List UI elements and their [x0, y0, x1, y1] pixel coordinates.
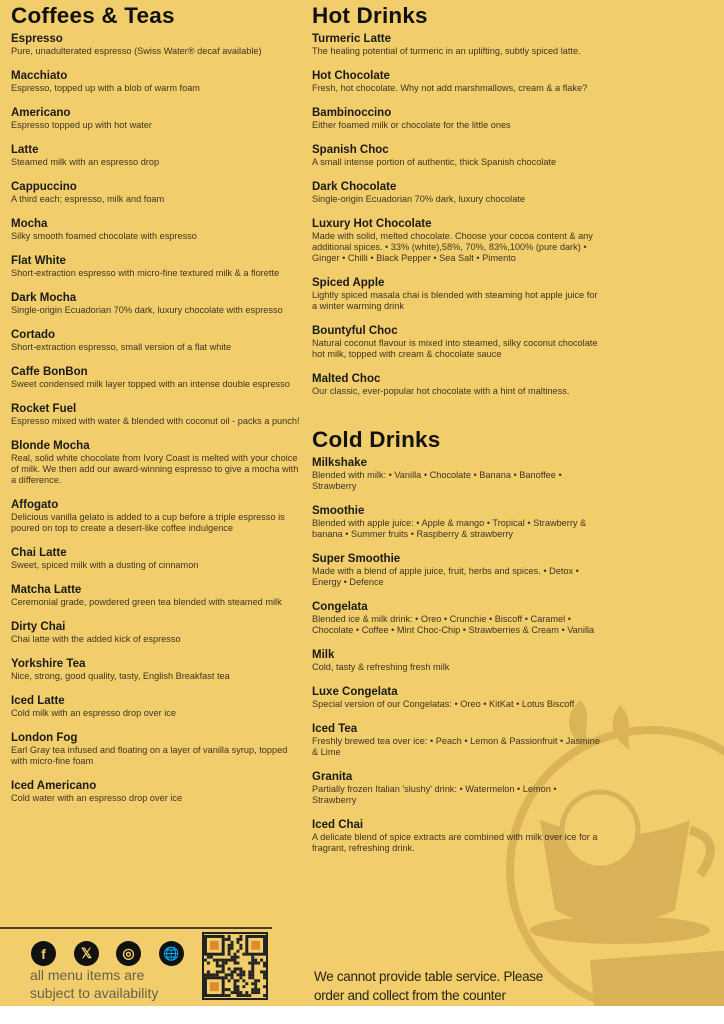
hot-items-list	[312, 33, 602, 397]
menu-item-name: Luxe Congelata	[312, 686, 398, 698]
cold-items-list	[312, 457, 602, 854]
menu-item-name: Dirty Chai	[11, 621, 66, 633]
menu-item-name: Blonde Mocha	[11, 440, 90, 452]
menu-item	[11, 218, 301, 242]
menu-item	[11, 621, 301, 645]
menu-item-description: Espresso topped up with hot water	[11, 120, 152, 130]
menu-item	[11, 499, 301, 534]
menu-item-description: The healing potential of turmeric in an uplifting, subtly spiced latte.	[312, 46, 581, 56]
menu-item	[11, 144, 301, 168]
facebook-icon[interactable]: f	[31, 941, 56, 966]
notice-line-1: We cannot provide table service. Please	[314, 969, 543, 984]
menu-item-description: Espresso, topped up with a blob of warm foam	[11, 83, 200, 93]
menu-item	[11, 732, 301, 767]
menu-item-name: Super Smoothie	[312, 553, 401, 565]
menu-item	[11, 366, 301, 390]
drinks-column	[312, 3, 602, 867]
menu-item	[312, 819, 602, 854]
menu-item-description: Our classic, ever-popular hot chocolate with a hint of maltiness.	[312, 386, 570, 396]
section-title-hot-drinks: Hot Drinks	[312, 3, 428, 28]
menu-item-name: Hot Chocolate	[312, 70, 390, 82]
menu-item-name: Macchiato	[11, 70, 68, 82]
menu-item	[312, 686, 602, 710]
menu-item	[312, 70, 602, 94]
menu-item	[11, 107, 301, 131]
menu-item-description: Nice, strong, good quality, tasty, English Breakfast tea	[11, 671, 230, 681]
coffees-teas-column	[11, 3, 301, 817]
menu-item-description: Espresso mixed with water & blended with coconut oil - packs a punch!	[11, 416, 300, 426]
menu-item-name: Matcha Latte	[11, 584, 82, 596]
menu-item-description: Sweet, spiced milk with a dusting of cinnamon	[11, 560, 199, 570]
globe-icon[interactable]: 🌐	[159, 941, 184, 966]
menu-item-name: Affogato	[11, 499, 59, 511]
menu-item	[312, 553, 602, 588]
menu-item-description: Chai latte with the added kick of espresso	[11, 634, 181, 644]
menu-item-description: Cold water with an espresso drop over ice	[11, 793, 183, 803]
menu-item	[312, 144, 602, 168]
menu-item-name: Bountyful Choc	[312, 325, 398, 337]
availability-line-2: subject to availability	[30, 985, 159, 1001]
menu-item-description: Single-origin Ecuadorian 70% dark, luxury chocolate with espresso	[11, 305, 283, 315]
menu-item-name: Spiced Apple	[312, 277, 385, 289]
menu-item-description: Blended with milk: • Vanilla • Chocolate • Banana • Banoffee • Strawberry	[312, 470, 562, 491]
menu-item	[11, 584, 301, 608]
menu-item-name: Malted Choc	[312, 373, 381, 385]
menu-item-description: Sweet condensed milk layer topped with an intense double espresso	[11, 379, 290, 389]
menu-item-name: Turmeric Latte	[312, 33, 392, 45]
menu-item-name: Americano	[11, 107, 71, 119]
menu-item-name: Luxury Hot Chocolate	[312, 218, 432, 230]
menu-item	[11, 547, 301, 571]
menu-item	[312, 601, 602, 636]
menu-item	[312, 325, 602, 360]
menu-item	[312, 277, 602, 312]
menu-item	[312, 649, 602, 673]
menu-item-name: Bambinoccino	[312, 107, 392, 119]
menu-item-description: Made with a blend of apple juice, fruit, herbs and spices. • Detox • Energy • Defence	[312, 566, 579, 587]
section-title-cold-drinks: Cold Drinks	[312, 427, 441, 452]
menu-item-description: Made with solid, melted chocolate. Choose your cocoa content & any additional spices. • 33% (white),58%, 70%, 83%,100% (pure dark) • Ginger • Chilli • Black Pepper • Sea Salt • Pimento	[312, 231, 593, 263]
menu-item-name: Iced Americano	[11, 780, 97, 792]
menu-item-description: Delicious vanilla gelato is added to a cup before a triple espresso is poured on top to create a desert-like coffee indulgence	[11, 512, 285, 533]
menu-item-name: Latte	[11, 144, 39, 156]
menu-item-description: Blended with apple juice: • Apple & mango • Tropical • Strawberry & banana • Summer fruits • Raspberry & strawberry	[312, 518, 587, 539]
menu-item-name: Iced Latte	[11, 695, 65, 707]
menu-item-name: Yorkshire Tea	[11, 658, 86, 670]
menu-item	[11, 181, 301, 205]
menu-item-description: A delicate blend of spice extracts are combined with milk over ice for a fragrant, refreshing drink.	[312, 832, 598, 853]
menu-item-description: Real, solid white chocolate from Ivory Coast is melted with your choice of milk. We then add our award-winning espresso to give a mocha with a difference.	[11, 453, 299, 485]
menu-item-description: Single-origin Ecuadorian 70% dark, luxury chocolate	[312, 194, 525, 204]
menu-item-name: Cortado	[11, 329, 56, 341]
menu-item-description: A third each; espresso, milk and foam	[11, 194, 165, 204]
menu-item-description: Lightly spiced masala chai is blended with steaming hot apple juice for a winter warming drink	[312, 290, 598, 311]
menu-item-description: A small intense portion of authentic, thick Spanish chocolate	[312, 157, 557, 167]
menu-item-description: Earl Gray tea infused and floating on a layer of vanilla syrup, topped with micro-fine foam	[11, 745, 288, 766]
menu-item-description: Steamed milk with an espresso drop	[11, 157, 160, 167]
menu-item-name: Dark Mocha	[11, 292, 77, 304]
menu-item-name: Milkshake	[312, 457, 367, 469]
menu-item-name: Congelata	[312, 601, 368, 613]
menu-item-name: Flat White	[11, 255, 66, 267]
footer-divider	[0, 927, 272, 929]
menu-item-name: Milk	[312, 649, 335, 661]
menu-item-name: Smoothie	[312, 505, 365, 517]
menu-item	[11, 292, 301, 316]
menu-item	[11, 70, 301, 94]
menu-item-description: Either foamed milk or chocolate for the little ones	[312, 120, 511, 130]
menu-item	[312, 457, 602, 492]
menu-item-description: Partially frozen Italian 'slushy' drink: • Watermelon • Lemon • Strawberry	[312, 784, 557, 805]
menu-item	[312, 181, 602, 205]
menu-item-name: Iced Chai	[312, 819, 364, 831]
menu-item	[11, 403, 301, 427]
qr-code[interactable]	[202, 932, 268, 1000]
menu-item	[11, 780, 301, 804]
x-icon[interactable]: 𝕏	[74, 941, 99, 966]
menu-item	[312, 505, 602, 540]
menu-item-description: Fresh, hot chocolate. Why not add marshmallows, cream & a flake?	[312, 83, 588, 93]
menu-item-description: Short-extraction espresso, small version of a flat white	[11, 342, 232, 352]
menu-item	[11, 33, 301, 57]
availability-line-1: all menu items are	[30, 967, 145, 983]
notice-line-2: order and collect from the counter	[314, 988, 506, 1003]
menu-item	[312, 771, 602, 806]
menu-item	[11, 440, 301, 486]
menu-item-description: Pure, unadulterated espresso (Swiss Water® decaf available)	[11, 46, 262, 56]
menu-item-description: Natural coconut flavour is mixed into steamed, silky coconut chocolate hot milk, topped with cream & chocolate sauce	[312, 338, 598, 359]
table-service-notice	[314, 967, 543, 1005]
instagram-icon[interactable]: ◎	[116, 941, 141, 966]
menu-item-description: Freshly brewed tea over ice: • Peach • Lemon & Passionfruit • Jasmine & Lime	[312, 736, 600, 757]
menu-item-description: Cold, tasty & refreshing fresh milk	[312, 662, 450, 672]
section-title-coffees-teas: Coffees & Teas	[11, 3, 175, 28]
menu-item-description: Ceremonial grade, powdered green tea blended with steamed milk	[11, 597, 282, 607]
menu-item	[11, 695, 301, 719]
menu-item-name: Espresso	[11, 33, 63, 45]
menu-item-name: Spanish Choc	[312, 144, 389, 156]
menu-item-description: Cold milk with an espresso drop over ice	[11, 708, 176, 718]
menu-item	[312, 33, 602, 57]
menu-item	[11, 255, 301, 279]
menu-item	[312, 373, 602, 397]
menu-item-description: Blended ice & milk drink: • Oreo • Crunchie • Biscoff • Caramel • Chocolate • Coffee • Mint Choc-Chip • Strawberries & Cream • Vanilla	[312, 614, 595, 635]
menu-item-description: Special version of our Congelatas: • Oreo • KitKat • Lotus Biscoff	[312, 699, 575, 709]
availability-note	[30, 966, 158, 1002]
menu-item-name: Caffe BonBon	[11, 366, 88, 378]
menu-item-name: London Fog	[11, 732, 78, 744]
coffees-items-list	[11, 33, 301, 804]
menu-item	[312, 218, 602, 264]
menu-item-name: Mocha	[11, 218, 48, 230]
menu-item-name: Rocket Fuel	[11, 403, 77, 415]
menu-item	[11, 658, 301, 682]
menu-item-name: Dark Chocolate	[312, 181, 397, 193]
menu-item-name: Chai Latte	[11, 547, 67, 559]
menu-item	[312, 723, 602, 758]
menu-item	[11, 329, 301, 353]
menu-item-name: Iced Tea	[312, 723, 358, 735]
menu-item-description: Silky smooth foamed chocolate with espresso	[11, 231, 197, 241]
menu-item-name: Granita	[312, 771, 353, 783]
menu-item-name: Cappuccino	[11, 181, 77, 193]
menu-item	[312, 107, 602, 131]
menu-item-description: Short-extraction espresso with micro-fine textured milk & a florette	[11, 268, 280, 278]
